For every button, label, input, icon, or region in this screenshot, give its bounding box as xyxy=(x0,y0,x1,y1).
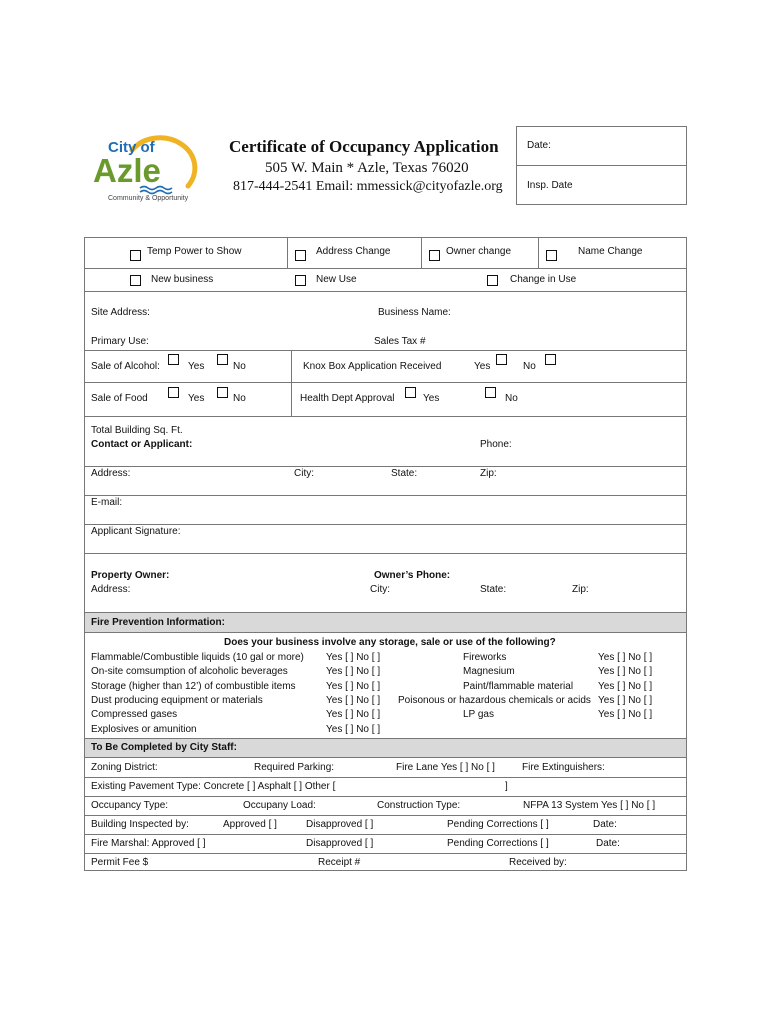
new-use-label: New Use xyxy=(316,274,357,285)
alcohol-yes-checkbox[interactable] xyxy=(168,354,179,365)
city-logo xyxy=(92,128,204,208)
contact-applicant-label: Contact or Applicant: xyxy=(91,439,193,450)
knox-box-label: Knox Box Application Received xyxy=(303,361,442,372)
alcohol-no-checkbox[interactable] xyxy=(217,354,228,365)
form-title: Certificate of Occupancy Application xyxy=(229,137,499,156)
fire-item-yes-no[interactable]: Yes [ ] No [ ] xyxy=(326,695,381,706)
name-change-checkbox[interactable] xyxy=(546,250,557,261)
fire-item-label: Explosives or amunition xyxy=(91,724,197,735)
fire-item-yes-no[interactable]: Yes [ ] No [ ] xyxy=(598,666,653,677)
food-no-label: No xyxy=(233,393,246,404)
health-no-label: No xyxy=(505,393,518,404)
new-business-checkbox[interactable] xyxy=(130,275,141,286)
fire-item-label: Paint/flammable material xyxy=(463,681,574,692)
fire-question: Does your business involve any storage, sale or use of the following? xyxy=(224,637,556,648)
knox-yes-checkbox[interactable] xyxy=(496,354,507,365)
fire-item-yes-no[interactable]: Yes [ ] No [ ] xyxy=(326,709,381,720)
alcohol-yes-label: Yes xyxy=(188,361,205,372)
fire-extinguishers-label: Fire Extinguishers: xyxy=(522,762,605,773)
marshal-pending-option[interactable]: Pending Corrections [ ] xyxy=(447,838,549,849)
new-business-label: New business xyxy=(151,274,214,285)
logo-azle: Azle xyxy=(93,152,161,189)
fire-item-label: Compressed gases xyxy=(91,709,178,720)
email-label: E-mail: xyxy=(91,497,123,508)
health-yes-checkbox[interactable] xyxy=(405,387,416,398)
city-contact: 817-444-2541 Email: mmessick@cityofazle.org xyxy=(233,179,503,194)
fire-item-label: Poisonous or hazardous chemicals or acids xyxy=(398,695,591,706)
date-label: Date: xyxy=(527,140,551,151)
fire-item-label: Storage (higher than 12’) of combustible items xyxy=(91,681,296,692)
change-in-use-checkbox[interactable] xyxy=(487,275,498,286)
pavement-other-close: ] xyxy=(505,781,508,792)
logo-tagline: Community & Opportunity xyxy=(108,195,189,202)
fire-item-yes-no[interactable]: Yes [ ] No [ ] xyxy=(598,695,653,706)
temp-power-label: Temp Power to Show xyxy=(147,246,242,257)
owner-city-label: City: xyxy=(370,584,390,595)
temp-power-checkbox[interactable] xyxy=(130,250,141,261)
fire-lane-label: Fire Lane Yes [ ] No [ ] xyxy=(396,762,495,773)
permit-fee-label: Permit Fee $ xyxy=(91,857,149,868)
business-name-label: Business Name: xyxy=(378,307,451,318)
change-in-use-label: Change in Use xyxy=(510,274,577,285)
knox-yes-label: Yes xyxy=(474,361,491,372)
logo-city-of: City of xyxy=(108,139,155,156)
owner-state-label: State: xyxy=(480,584,507,595)
marshal-date-label: Date: xyxy=(596,838,620,849)
applicant-zip-label: Zip: xyxy=(480,468,497,479)
fire-marshal-label: Fire Marshal: Approved [ ] xyxy=(91,838,206,849)
food-yes-label: Yes xyxy=(188,393,205,404)
property-owner-label: Property Owner: xyxy=(91,570,170,581)
address-change-label: Address Change xyxy=(316,246,391,257)
sale-of-food-label: Sale of Food xyxy=(91,393,148,404)
building-inspected-label: Building Inspected by: xyxy=(91,819,189,830)
health-dept-label: Health Dept Approval xyxy=(300,393,395,404)
pavement-type-label: Existing Pavement Type: Concrete [ ] Asphalt [ ] Other [ xyxy=(91,781,336,792)
staff-heading: To Be Completed by City Staff: xyxy=(91,742,237,753)
fire-item-yes-no[interactable]: Yes [ ] No [ ] xyxy=(326,724,381,735)
fire-item-yes-no[interactable]: Yes [ ] No [ ] xyxy=(326,681,381,692)
applicant-address-label: Address: xyxy=(91,468,131,479)
primary-use-label: Primary Use: xyxy=(91,336,149,347)
nfpa-label: NFPA 13 System Yes [ ] No [ ] xyxy=(523,800,656,811)
health-yes-label: Yes xyxy=(423,393,440,404)
construction-type-label: Construction Type: xyxy=(377,800,461,811)
fire-item-yes-no[interactable]: Yes [ ] No [ ] xyxy=(598,652,653,663)
fire-item-label: Magnesium xyxy=(463,666,515,677)
owner-zip-label: Zip: xyxy=(572,584,589,595)
address-change-checkbox[interactable] xyxy=(295,250,306,261)
signature-label: Applicant Signature: xyxy=(91,526,181,537)
new-use-checkbox[interactable] xyxy=(295,275,306,286)
fire-item-label: Fireworks xyxy=(463,652,507,663)
alcohol-no-label: No xyxy=(233,361,246,372)
receipt-label: Receipt # xyxy=(318,857,361,868)
fire-item-yes-no[interactable]: Yes [ ] No [ ] xyxy=(326,652,381,663)
food-yes-checkbox[interactable] xyxy=(168,387,179,398)
name-change-label: Name Change xyxy=(578,246,643,257)
fire-item-label: On-site comsumption of alcoholic beverages xyxy=(91,666,288,677)
fire-item-label: Dust producing equipment or materials xyxy=(91,695,263,706)
building-pending-option[interactable]: Pending Corrections [ ] xyxy=(447,819,549,830)
fire-item-yes-no[interactable]: Yes [ ] No [ ] xyxy=(326,666,381,677)
fire-heading: Fire Prevention Information: xyxy=(91,617,225,628)
knox-no-checkbox[interactable] xyxy=(545,354,556,365)
health-no-checkbox[interactable] xyxy=(485,387,496,398)
fire-item-yes-no[interactable]: Yes [ ] No [ ] xyxy=(598,709,653,720)
sales-tax-label: Sales Tax # xyxy=(374,336,426,347)
application-form xyxy=(84,237,687,871)
applicant-city-label: City: xyxy=(294,468,314,479)
insp-date-label: Insp. Date xyxy=(527,180,573,191)
fire-item-yes-no[interactable]: Yes [ ] No [ ] xyxy=(598,681,653,692)
owner-change-checkbox[interactable] xyxy=(429,250,440,261)
building-date-label: Date: xyxy=(593,819,617,830)
zoning-district-label: Zoning District: xyxy=(91,762,158,773)
marshal-disapproved-option[interactable]: Disapproved [ ] xyxy=(306,838,374,849)
knox-no-label: No xyxy=(523,361,536,372)
received-by-label: Received by: xyxy=(509,857,567,868)
owner-change-label: Owner change xyxy=(446,246,512,257)
sale-of-alcohol-label: Sale of Alcohol: xyxy=(91,361,160,372)
fire-item-label: Flammable/Combustible liquids (10 gal or more) xyxy=(91,652,304,663)
fire-item-label: LP gas xyxy=(463,709,494,720)
food-no-checkbox[interactable] xyxy=(217,387,228,398)
required-parking-label: Required Parking: xyxy=(254,762,335,773)
occupancy-load-label: Occupany Load: xyxy=(243,800,316,811)
total-sqft-label: Total Building Sq. Ft. xyxy=(91,425,183,436)
city-address: 505 W. Main * Azle, Texas 76020 xyxy=(265,160,469,176)
building-disapproved-option[interactable]: Disapproved [ ] xyxy=(306,819,374,830)
date-box xyxy=(516,126,687,205)
applicant-state-label: State: xyxy=(391,468,418,479)
site-address-label: Site Address: xyxy=(91,307,150,318)
owners-phone-label: Owner’s Phone: xyxy=(374,570,451,581)
owner-address-label: Address: xyxy=(91,584,131,595)
occupancy-type-label: Occupancy Type: xyxy=(91,800,169,811)
building-approved-option[interactable]: Approved [ ] xyxy=(223,819,277,830)
applicant-phone-label: Phone: xyxy=(480,439,512,450)
